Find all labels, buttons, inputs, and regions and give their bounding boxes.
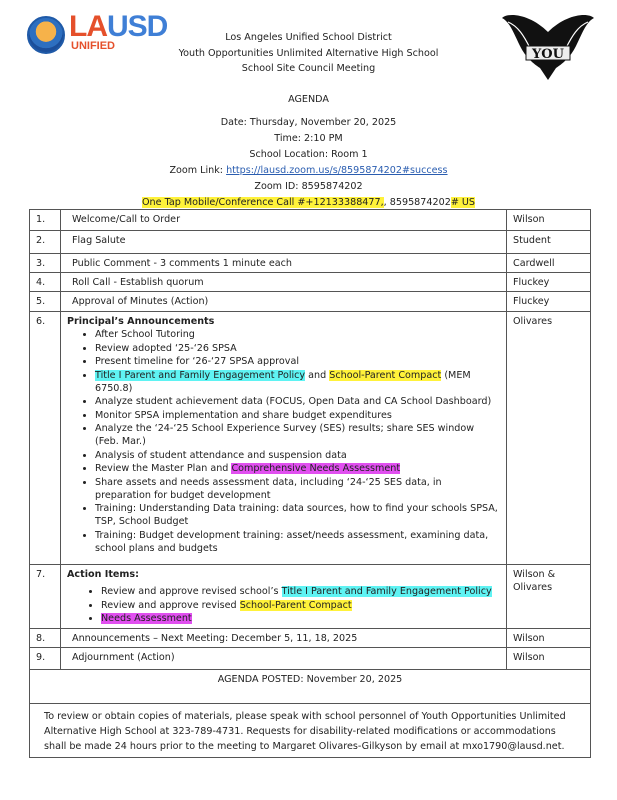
item-number: 7.	[30, 565, 61, 629]
item-content	[61, 273, 507, 292]
item-title: Welcome/Call to Order	[72, 214, 181, 225]
agenda-title: AGENDA	[288, 94, 329, 105]
accessibility-note: To review or obtain copies of materials, please speak with school personnel of Youth Opportunities Unlimited Alternative High School at 323-789-4731. Requests for disability-related modifications or accommodations shall be made 24 hours prior to the meeting to Margaret Olivares-Gilkyson by email at mxo1790@lausd.net.	[30, 703, 591, 757]
bullet-text: Analysis of student attendance and suspension data	[95, 449, 347, 461]
bullet-item	[95, 502, 500, 528]
bullet-item	[95, 342, 500, 355]
item-title: Approval of Minutes (Action)	[72, 296, 209, 307]
bullet-item	[101, 599, 500, 612]
bullet-text: Training: Understanding Data training: data sources, how to find your schools SPSA, TSP, School Budget	[95, 503, 498, 527]
item-content	[61, 210, 507, 231]
agenda-row	[30, 210, 591, 231]
conference-meeting-id: , 8595874202	[383, 197, 451, 208]
bullet-text: Analyze the ‘24-‘25 School Experience Survey (SES) results; share SES window (Feb. Mar.)	[95, 423, 475, 447]
highlighted-text: Title I Parent and Family Engagement Policy	[95, 369, 306, 381]
agenda-table	[29, 209, 591, 758]
highlighted-text: School-Parent Compact	[239, 599, 352, 611]
item-title: Announcements – Next Meeting: December 5, 11, 18, 2025	[72, 632, 358, 644]
item-presenter: Fluckey	[507, 292, 591, 312]
item-content	[61, 647, 507, 669]
conference-call-number: One Tap Mobile/Conference Call #+12133388477,	[141, 197, 384, 208]
bullet-text: Share assets and needs assessment data, including ‘24-‘25 SES data, in preparation for budget development	[95, 476, 442, 501]
zoom-id: Zoom ID: 8595874202	[254, 181, 363, 192]
agenda-row	[30, 292, 591, 312]
bullet-item	[95, 529, 500, 555]
bullet-item	[95, 476, 500, 502]
item-content	[61, 312, 507, 565]
item-bullets	[67, 328, 500, 555]
bullet-text: Training: Budget development training: asset/needs assessment, examining data, school plans and budgets	[95, 529, 489, 554]
bullet-item	[95, 462, 500, 475]
item-content	[61, 254, 507, 273]
bullet-item	[101, 612, 500, 625]
item-content	[61, 231, 507, 254]
bullet-text: Review adopted ‘25-‘26 SPSA	[95, 342, 237, 354]
bullet-text: and	[305, 369, 330, 381]
bullet-text: Review the Master Plan and	[95, 463, 232, 474]
item-bullets	[67, 585, 500, 625]
item-presenter: Wilson	[507, 647, 591, 669]
item-title: Flag Salute	[72, 235, 126, 246]
bullet-item	[95, 355, 500, 368]
bullet-item	[95, 422, 500, 448]
conference-call-suffix: # US	[450, 197, 476, 208]
meeting-name: School Site Council Meeting	[241, 63, 376, 74]
item-presenter: Wilson	[507, 210, 591, 231]
item-number: 4.	[30, 273, 61, 292]
highlighted-text: Comprehensive Needs Assessment	[231, 463, 401, 474]
agenda-row	[30, 647, 591, 669]
meeting-details	[0, 115, 617, 211]
item-title: Adjournment (Action)	[72, 651, 175, 663]
zoom-link[interactable]: https://lausd.zoom.us/s/8595874202#success	[226, 165, 448, 176]
lausd-wordmark: LAUSD	[69, 10, 168, 43]
meeting-location: School Location: Room 1	[249, 149, 368, 160]
item-presenter: Wilson	[507, 628, 591, 647]
accessibility-note-row	[30, 703, 591, 757]
bullet-item	[95, 449, 500, 462]
item-number: 8.	[30, 628, 61, 647]
meeting-date: Date: Thursday, November 20, 2025	[220, 117, 397, 128]
item-number: 2.	[30, 231, 61, 254]
bullet-item	[95, 369, 500, 395]
item-content	[61, 628, 507, 647]
bullet-item	[101, 585, 500, 598]
bullet-text: Present timeline for ‘26-‘27 SPSA approval	[95, 356, 299, 367]
bullet-item	[95, 328, 500, 341]
document-header	[0, 30, 617, 77]
highlighted-text: Needs Assessment	[101, 613, 192, 624]
item-content	[61, 292, 507, 312]
item-presenter: Student	[507, 231, 591, 254]
item-presenter: Olivares	[507, 312, 591, 565]
item-presenter: Fluckey	[507, 273, 591, 292]
agenda-row	[30, 565, 591, 629]
agenda-row	[30, 312, 591, 565]
item-title: Roll Call - Establish quorum	[72, 277, 204, 288]
svg-text:YOU: YOU	[532, 47, 564, 62]
agenda-row	[30, 273, 591, 292]
agenda-posted: AGENDA POSTED: November 20, 2025	[30, 669, 591, 703]
meeting-time: Time: 2:10 PM	[274, 133, 343, 144]
bullet-text: Monitor SPSA implementation and share budget expenditures	[95, 409, 392, 421]
bullet-item	[95, 409, 500, 422]
bullet-text: Analyze student achievement data (FOCUS, Open Data and CA School Dashboard)	[95, 396, 492, 407]
item-title: Public Comment - 3 comments 1 minute each	[72, 258, 292, 269]
item-number: 5.	[30, 292, 61, 312]
item-number: 9.	[30, 647, 61, 669]
highlighted-text: School-Parent Compact	[329, 369, 442, 381]
agenda-row	[30, 231, 591, 254]
item-number: 6.	[30, 312, 61, 565]
item-number: 3.	[30, 254, 61, 273]
zoom-link-line	[0, 163, 617, 179]
item-number: 1.	[30, 210, 61, 231]
agenda-posted-row	[30, 669, 591, 703]
lausd-unified-text: UNIFIED	[71, 40, 115, 52]
item-presenter: Cardwell	[507, 254, 591, 273]
item-content	[61, 565, 507, 629]
zoom-link-label: Zoom Link:	[169, 165, 227, 176]
bullet-text: (MEM 6750.8)	[95, 369, 471, 394]
highlighted-text: Title I Parent and Family Engagement Policy	[281, 586, 492, 597]
agenda-row	[30, 628, 591, 647]
bullet-text: Review and approve revised	[101, 599, 240, 611]
item-title: Principal’s Announcements	[67, 316, 215, 327]
school-name: Youth Opportunities Unlimited Alternative High School	[178, 47, 439, 59]
item-presenter: Wilson & Olivares	[507, 565, 591, 629]
bullet-text: Review and approve revised school’s	[101, 586, 282, 597]
item-title: Action Items:	[67, 569, 139, 580]
agenda-row	[30, 254, 591, 273]
bullet-item	[95, 395, 500, 408]
district-name: Los Angeles Unified School District	[225, 32, 392, 43]
bullet-text: After School Tutoring	[95, 329, 195, 340]
